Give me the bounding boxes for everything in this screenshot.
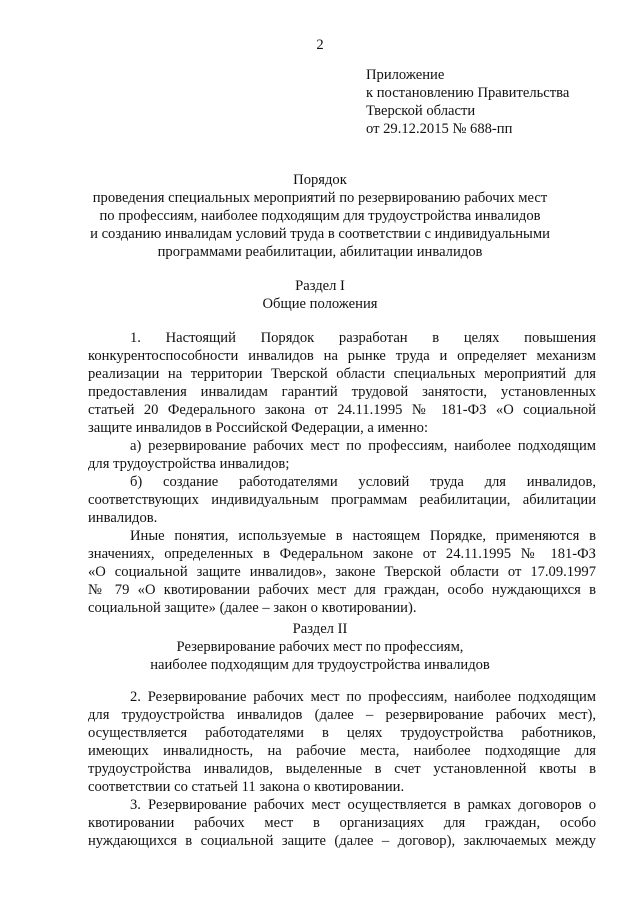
- text-line: предоставления инвалидам гарантий трудовой занятости, установленных: [88, 384, 596, 400]
- text-line: реализации на территории Тверской области специальных мероприятий для: [88, 366, 596, 382]
- text-line: 3. Резервирование рабочих мест осуществляется в рамках договоров о: [130, 797, 596, 813]
- section-number: Раздел I: [295, 278, 345, 294]
- text-line: имеющих инвалидность, на рабочие места, наиболее подходящие для: [88, 743, 596, 759]
- text-line: № 79 «О квотировании рабочих мест для граждан, особо нуждающихся в: [88, 582, 596, 598]
- text-line: 2. Резервирование рабочих мест по профессиям, наиболее подходящим: [130, 689, 596, 705]
- title-line: программами реабилитации, абилитации инвалидов: [157, 244, 483, 260]
- appendix-line: от 29.12.2015 № 688-пп: [366, 121, 513, 137]
- text-line: инвалидов.: [88, 510, 158, 526]
- title-line: Порядок: [293, 172, 347, 188]
- title-line: проведения специальных мероприятий по резервированию рабочих мест: [92, 190, 548, 206]
- text-line: соответствующих индивидуальным программам реабилитации, абилитации: [88, 492, 596, 508]
- text-line: 1. Настоящий Порядок разработан в целях повышения: [130, 330, 596, 346]
- title-line: и созданию инвалидам условий труда в соответствии с индивидуальными: [90, 226, 550, 242]
- appendix-line: к постановлению Правительства: [366, 85, 570, 101]
- text-line: значениях, определенных в Федеральном законе от 24.11.1995 № 181-ФЗ: [88, 546, 596, 562]
- text-line: статьей 20 Федерального закона от 24.11.1995 № 181-ФЗ «О социальной: [88, 402, 596, 418]
- text-line: квотировании рабочих мест в организациях для граждан, особо: [88, 815, 596, 831]
- text-line: соответствии со статьей 11 закона о квотировании.: [88, 779, 405, 795]
- text-line: осуществляется работодателями в целях трудоустройства работников,: [88, 725, 596, 741]
- appendix-line: Тверской области: [366, 103, 476, 119]
- text-line: трудоустройства инвалидов, выделенные в счет установленной квоты в: [88, 761, 596, 777]
- section-title: наиболее подходящим для трудоустройства инвалидов: [150, 657, 490, 673]
- text-line: для трудоустройства инвалидов;: [88, 456, 290, 472]
- page-number: 2: [316, 37, 324, 53]
- text-line: Иные понятия, используемые в настоящем Порядке, применяются в: [130, 528, 596, 544]
- section-title: Резервирование рабочих мест по профессиям,: [176, 639, 464, 655]
- text-line: нуждающихся в социальной защите (далее – договор), заключаемых между: [88, 833, 596, 849]
- text-line: социальной защите» (далее – закон о квотировании).: [88, 600, 417, 616]
- text-line: защите инвалидов в Российской Федерации, а именно:: [88, 420, 429, 436]
- text-line: для трудоустройства инвалидов (далее – резервирование рабочих мест),: [88, 707, 596, 723]
- text-line: «О социальной защите инвалидов», законе Тверской области от 17.09.1997: [88, 564, 596, 580]
- appendix-line: Приложение: [366, 67, 445, 83]
- section-number: Раздел II: [292, 621, 348, 637]
- title-line: по профессиям, наиболее подходящим для трудоустройства инвалидов: [99, 208, 541, 224]
- text-line: конкурентоспособности инвалидов на рынке труда и определяет механизм: [88, 348, 596, 364]
- text-line: а) резервирование рабочих мест по профессиям, наиболее подходящим: [130, 438, 596, 454]
- section-title: Общие положения: [262, 296, 378, 312]
- text-line: б) создание работодателями условий труда для инвалидов,: [130, 474, 596, 490]
